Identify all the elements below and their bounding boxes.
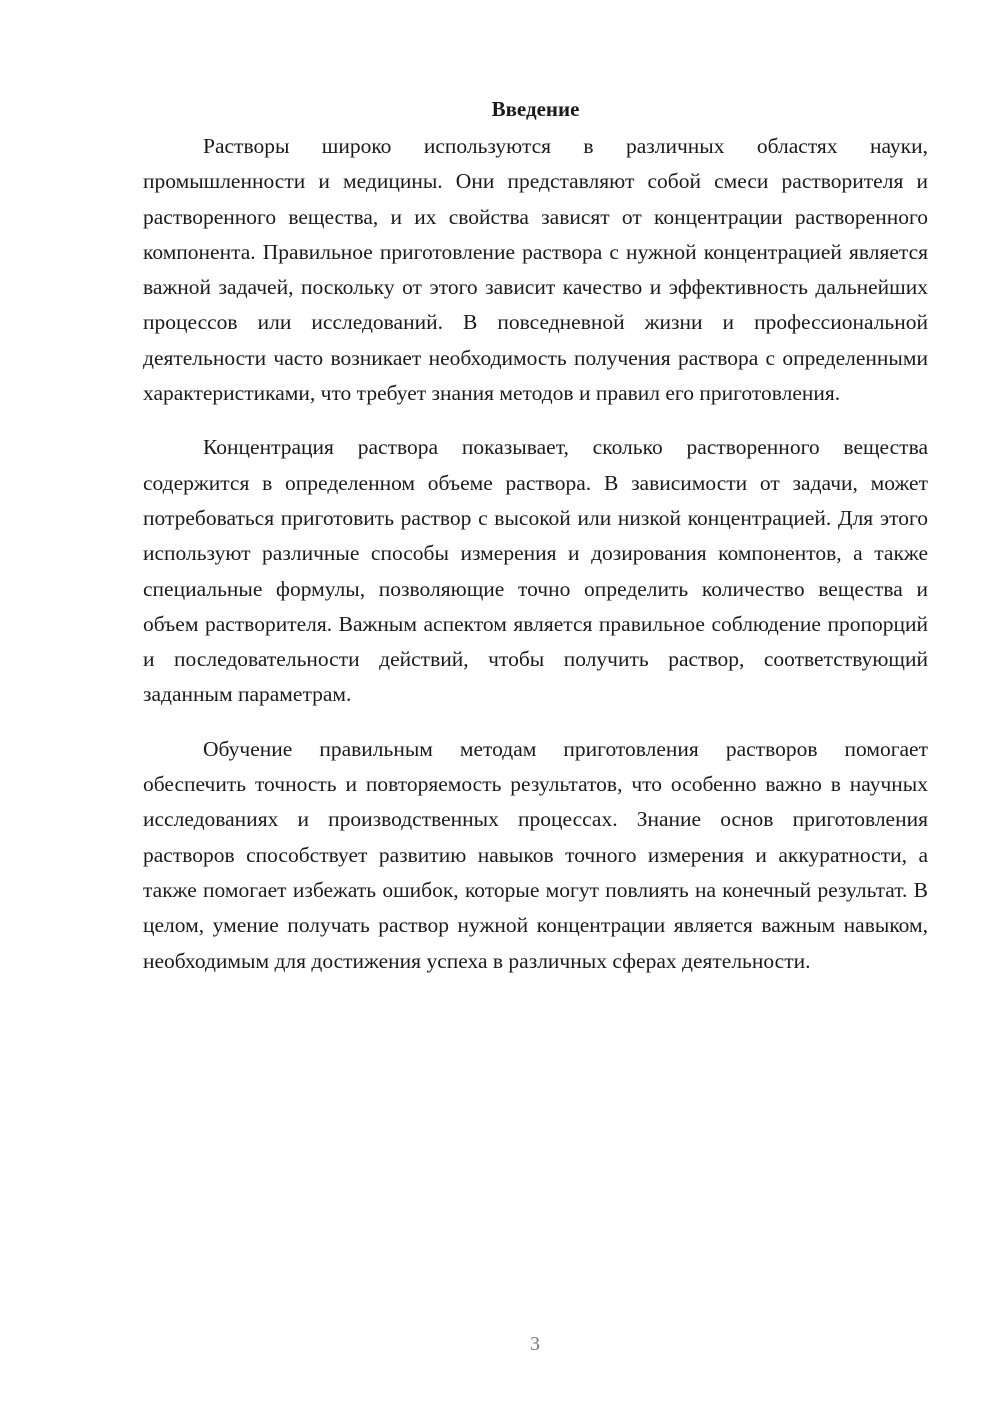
paragraph-training: Обучение правильным методам приготовления растворов помогает обеспечить точность и повторяемость результатов, что особенно важно в научных исследованиях и производственных процессах. Знание основ приготовления растворов способствует развитию навыков точного измерения и аккуратности, а также помогает избежать ошибок, которые могут повлиять на конечный результат. В целом, умение получать раствор нужной концентрации является важным навыком, необходимым для достижения успеха в различных сферах деятельности. — [143, 736, 928, 973]
page-number: 3 — [530, 1333, 540, 1355]
paragraph-concentration: Концентрация раствора показывает, сколько растворенного вещества содержится в определенном объеме раствора. В зависимости от задачи, может потребоваться приготовить раствор с высокой или низкой концентрацией. Для этого используют различные способы измерения и дозирования компонентов, а также специальные формулы, позволяющие точно определить количество вещества и объем растворителя. Важным аспектом является правильное соблюдение пропорций и последовательности действий, чтобы получить раствор, соответствующий заданным параметрам. — [143, 435, 928, 707]
document-page — [143, 92, 928, 998]
section-title: Введение — [491, 97, 580, 121]
paragraph-intro: Растворы широко используются в различных областях науки, промышленности и медицины. Они представляют собой смеси растворителя и растворенного вещества, и их свойства зависят от концентрации растворенного компонента. Правильное приготовление раствора с нужной концентрацией является важной задачей, поскольку от этого зависит качество и эффективность дальнейших процессов или исследований. В повседневной жизни и профессиональной деятельности часто возникает необходимость получения раствора с определенными характеристиками, что требует знания методов и правил его приготовления. — [143, 134, 928, 406]
